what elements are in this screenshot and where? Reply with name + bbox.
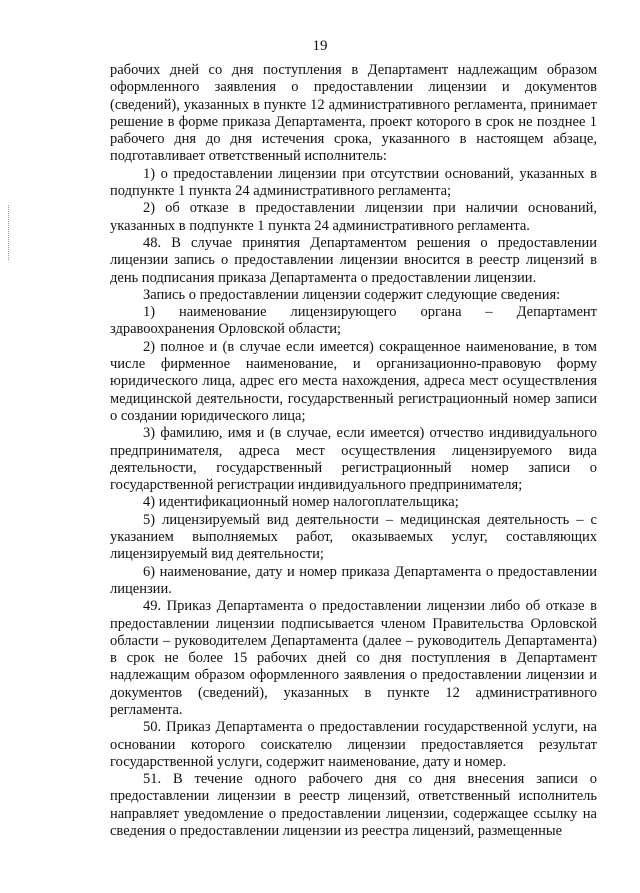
paragraph-record-item-5: 5) лицензируемый вид деятельности – медицинская деятельность – с указанием выполняемых работ, оказываемых услуг, составляющих лицензируемый вид деятельности; [110,511,597,563]
paragraph-record-item-4: 4) идентификационный номер налогоплательщика; [143,494,459,511]
margin-marks [8,205,11,260]
paragraph-record-item-6: 6) наименование, дату и номер приказа Департамента о предоставлении лицензии. [110,563,597,597]
paragraph-49: 49. Приказ Департамента о предоставлении лицензии либо об отказе в предоставлении лицензии подписывается членом Правительства Орловской области – руководителем Департамента (далее – руководитель Департамента) в срок не более 15 рабочих дней со дня поступления в Департамент надлежащим образом оформленного заявления о предоставлении лицензии и документов (сведений), указанных в пункте 12 административного регламента. [110,598,597,718]
paragraph-48: 48. В случае принятия Департаментом решения о предоставлении лицензии запись о предоставлении лицензии вносится в реестр лицензий в день подписания приказа Департамента о предоставлении лицензии. [110,234,597,286]
paragraph-record-item-2: 2) полное и (в случае если имеется) сокращенное наименование, в том числе фирменное наименование, и организационно-правовую форму юридического лица, адрес его места нахождения, адреса мест осуществления медицинской деятельности, государственный регистрационный номер записи о создании юридического лица; [110,338,597,424]
paragraph-record-item-1: 1) наименование лицензирующего органа – Департамент здравоохранения Орловской области; [110,304,597,338]
page-number: 19 [312,38,328,54]
document-body [110,62,597,840]
paragraph-record-item-3: 3) фамилию, имя и (в случае, если имеется) отчество индивидуального предпринимателя, адреса мест осуществления лицензируемого вида деятельности, государственный регистрационный номер записи о государственной регистрации индивидуального предпринимателя; [110,425,597,494]
paragraph-51: 51. В течение одного рабочего дня со дня внесения записи о предоставлении лицензии в реестр лицензий, ответственный исполнитель направляет уведомление о предоставлении лицензии, содержащее ссылку на сведения о предоставлении лицензии из реестра лицензий, размещенные [110,771,597,840]
paragraph-item-1: 1) о предоставлении лицензии при отсутствии оснований, указанных в подпункте 1 пункта 24 административного регламента; [110,165,597,200]
paragraph-continuation: рабочих дней со дня поступления в Департамент надлежащим образом оформленного заявления о предоставлении лицензии и документов (сведений), указанных в пункте 12 административного регламента, принимает решение в форме приказа Департамента, проект которого в срок не позднее 1 рабочего дня до дня истечения срока, указанного в настоящем абзаце, подготавливает ответственный исполнитель: [110,62,597,165]
paragraph-record-intro: Запись о предоставлении лицензии содержит следующие сведения: [143,286,561,303]
paragraph-50: 50. Приказ Департамента о предоставлении государственной услуги, на основании которого соискателю лицензии предоставляется результат государственной услуги, содержит наименование, дату и номер. [110,719,597,770]
paragraph-item-2: 2) об отказе в предоставлении лицензии при наличии оснований, указанных в подпункте 1 пункта 24 административного регламента. [110,200,597,234]
